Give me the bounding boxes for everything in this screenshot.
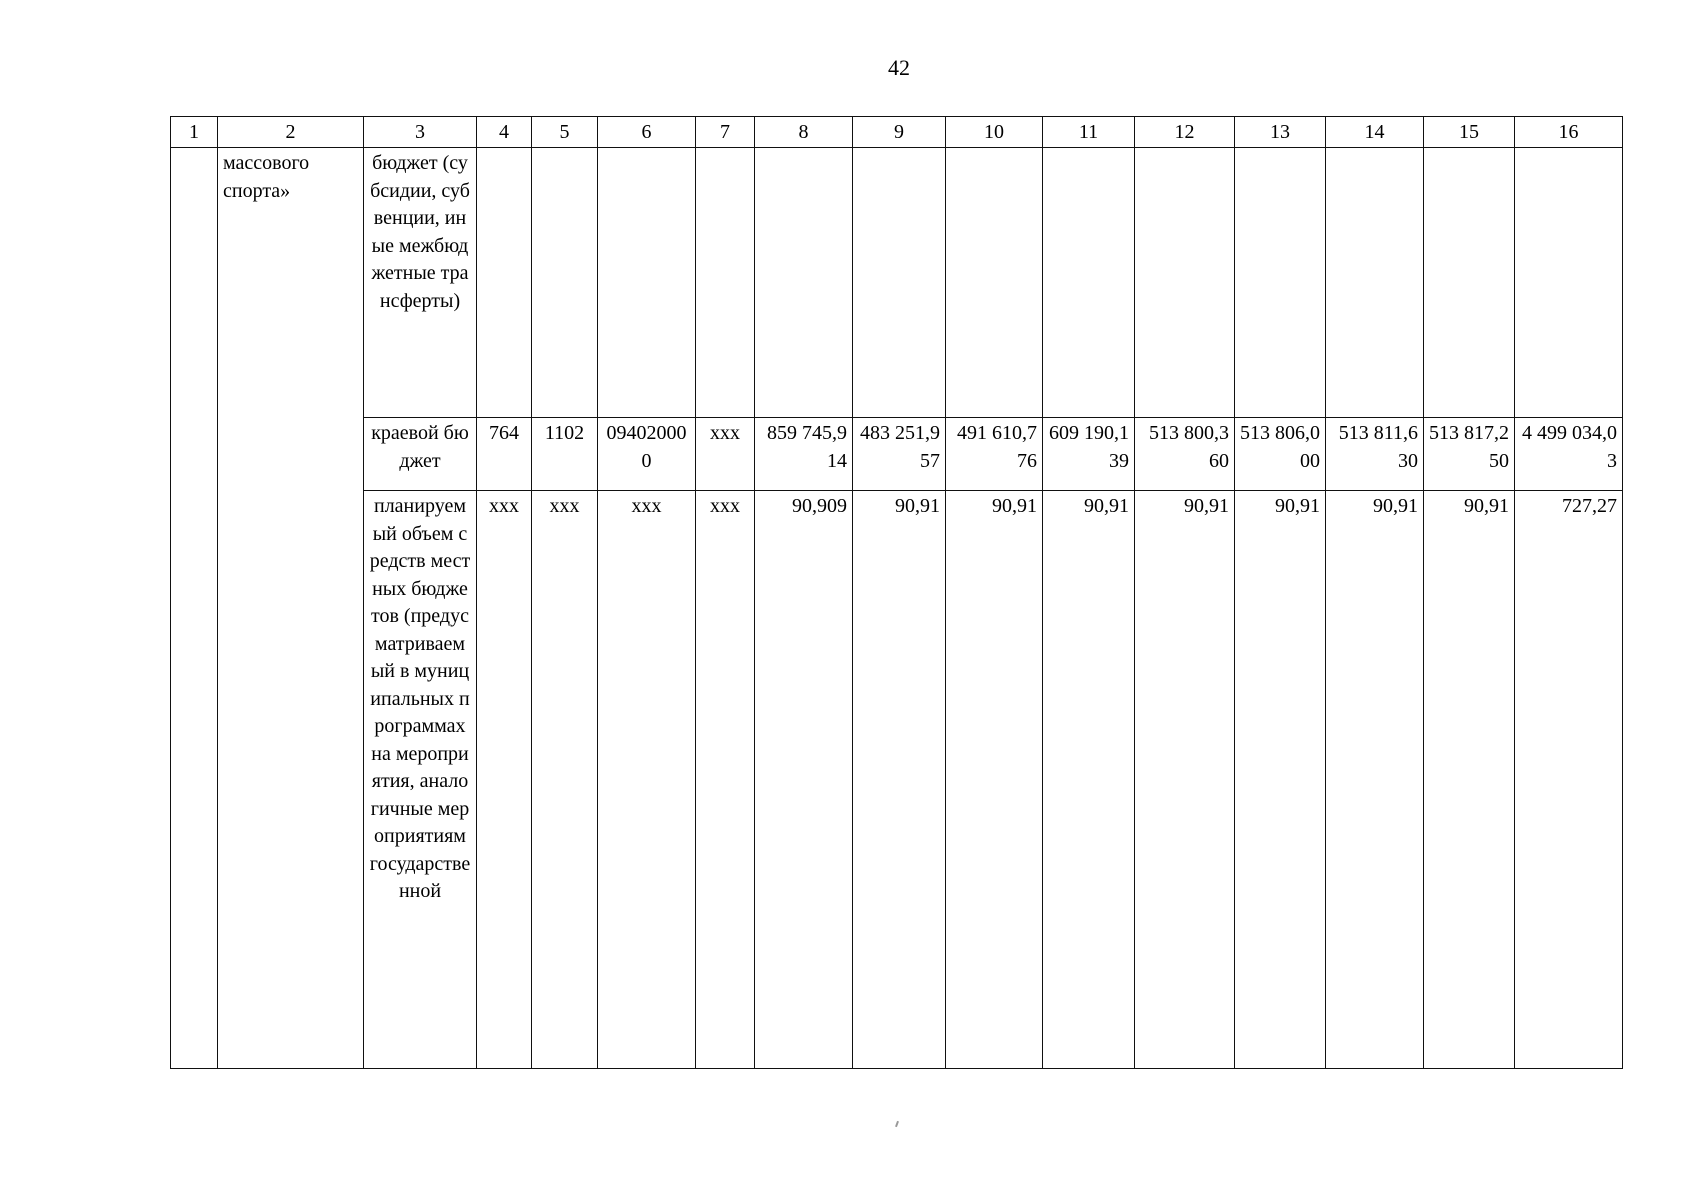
total-amount-cell: 727,27	[1515, 491, 1623, 1069]
value-cell	[1326, 148, 1424, 418]
value-cell	[532, 148, 598, 418]
amount-cell: 90,91	[1235, 491, 1326, 1069]
column-header: 13	[1235, 117, 1326, 148]
code-cell: 764	[477, 418, 532, 491]
code-cell: ххх	[598, 491, 696, 1069]
amount-cell: 513 800,360	[1135, 418, 1235, 491]
amount-cell: 90,91	[1326, 491, 1424, 1069]
value-cell	[1043, 148, 1135, 418]
column-header: 4	[477, 117, 532, 148]
amount-cell: 90,91	[946, 491, 1043, 1069]
code-cell: 094020000	[598, 418, 696, 491]
amount-cell: 491 610,776	[946, 418, 1043, 491]
value-cell	[696, 148, 755, 418]
column-header: 6	[598, 117, 696, 148]
amount-cell: 483 251,957	[853, 418, 946, 491]
value-cell	[946, 148, 1043, 418]
amount-cell: 90,909	[755, 491, 853, 1069]
code-cell: 1102	[532, 418, 598, 491]
column-header: 12	[1135, 117, 1235, 148]
event-name-cell: массового спорта»	[218, 148, 364, 1069]
amount-cell: 859 745,914	[755, 418, 853, 491]
value-cell	[1515, 148, 1623, 418]
page-number: 42	[888, 55, 910, 80]
funding-source-cell: планируемый объем средств местных бюджетов (предусматриваемый в муниципальных программах на мероприятия, аналогичные мероприятиям государственной	[364, 491, 477, 1069]
column-header: 8	[755, 117, 853, 148]
row-number-cell	[171, 148, 218, 1069]
code-cell: ххх	[696, 491, 755, 1069]
code-cell: ххх	[477, 491, 532, 1069]
column-header: 11	[1043, 117, 1135, 148]
value-cell	[1135, 148, 1235, 418]
scan-speck	[895, 1121, 899, 1127]
amount-cell: 90,91	[1135, 491, 1235, 1069]
column-header: 2	[218, 117, 364, 148]
amount-cell: 513 811,630	[1326, 418, 1424, 491]
amount-cell: 609 190,139	[1043, 418, 1135, 491]
amount-cell: 513 817,250	[1424, 418, 1515, 491]
funding-source-cell: бюджет (субсидии, субвенции, иные межбюджетные трансферты)	[364, 148, 477, 418]
amount-cell: 90,91	[1424, 491, 1515, 1069]
amount-cell: 90,91	[1043, 491, 1135, 1069]
amount-cell: 90,91	[853, 491, 946, 1069]
column-header: 14	[1326, 117, 1424, 148]
column-header: 5	[532, 117, 598, 148]
amount-cell: 513 806,000	[1235, 418, 1326, 491]
funding-source-cell: краевой бюджет	[364, 418, 477, 491]
column-header: 3	[364, 117, 477, 148]
value-cell	[1424, 148, 1515, 418]
column-header: 9	[853, 117, 946, 148]
value-cell	[598, 148, 696, 418]
column-header: 10	[946, 117, 1043, 148]
value-cell	[853, 148, 946, 418]
code-cell: ххх	[532, 491, 598, 1069]
column-header: 1	[171, 117, 218, 148]
column-header: 16	[1515, 117, 1623, 148]
table-row	[171, 148, 1623, 418]
column-header: 7	[696, 117, 755, 148]
value-cell	[477, 148, 532, 418]
total-amount-cell: 4 499 034,03	[1515, 418, 1623, 491]
value-cell	[755, 148, 853, 418]
table-row	[171, 491, 1623, 1069]
value-cell	[1235, 148, 1326, 418]
table-header-row	[171, 117, 1623, 148]
column-header: 15	[1424, 117, 1515, 148]
code-cell: ххх	[696, 418, 755, 491]
budget-table	[170, 116, 1623, 1069]
table-row	[171, 418, 1623, 491]
